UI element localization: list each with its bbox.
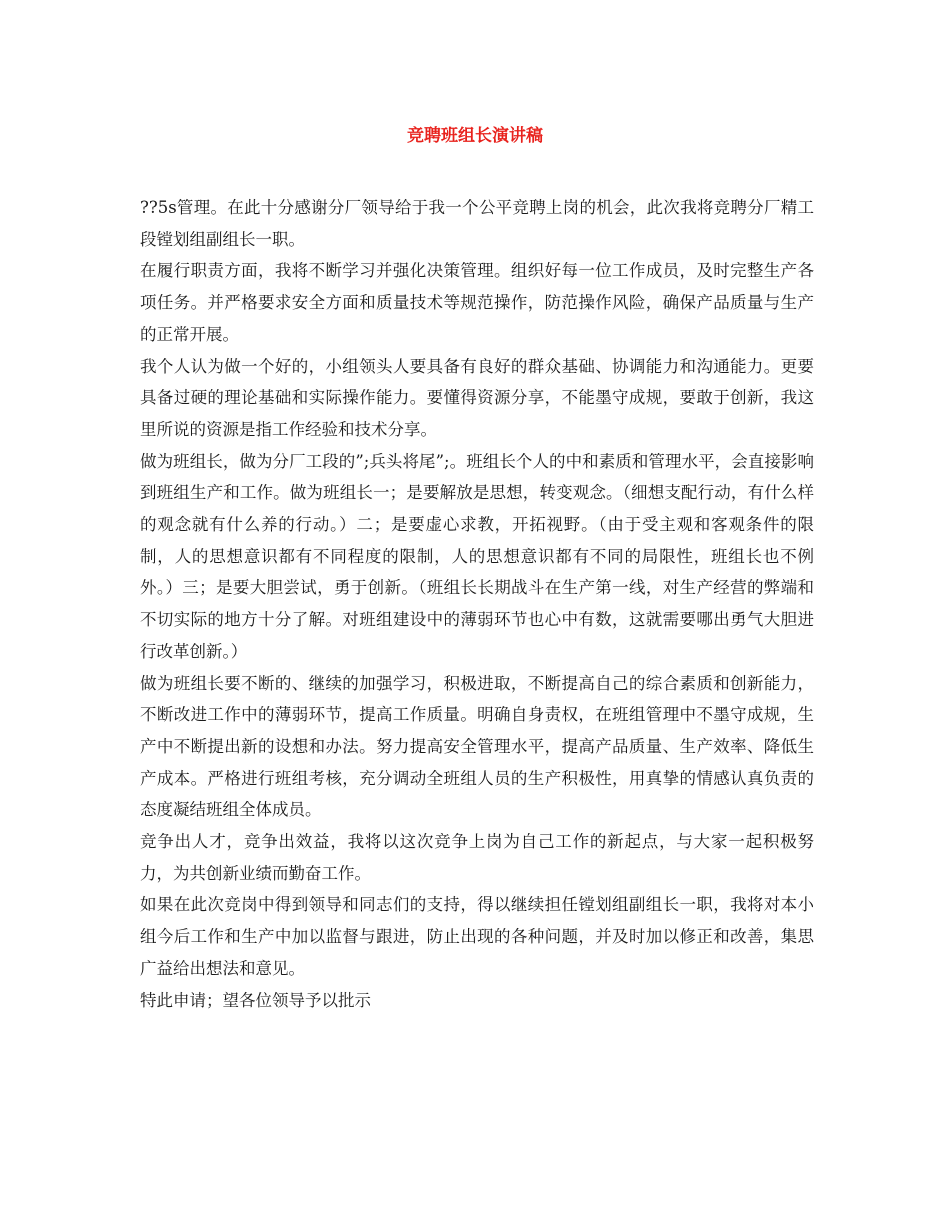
paragraph-4: 做为班组长，做为分厂工段的”;兵头将尾”;。班组长个人的中和素质和管理水平，会直接影响到班组生产和工作。做为班组长一；是要解放是思想，转变观念。（细想支配行动，有什么样的观念就有什么养的行动。）二；是要虚心求教，开拓视野。（由于受主观和客观条件的限制，人的思想意识都有不同程度的限制，人的思想意识都有不同的局限性，班组长也不例外。）三；是要大胆尝试，勇于创新。（班组长长期战斗在生产第一线，对生产经营的弊端和不切实际的地方十分了解。对班组建设中的薄弱环节也心中有数，这就需要哪出勇气大胆进行改革创新。） — [140, 451, 814, 661]
document-title: 竞聘班组长演讲稿 — [407, 126, 543, 146]
paragraph-7: 如果在此次竞岗中得到领导和同志们的支持，得以继续担任镗划组副组长一职，我将对本小组今后工作和生产中加以监督与跟进，防止出现的各种问题，并及时加以修正和改善，集思广益给出想法和意见。 — [140, 895, 814, 978]
document-body — [140, 192, 814, 1016]
paragraph-1: ??5s管理。在此十分感谢分厂领导给于我一个公平竞聘上岗的机会，此次我将竞聘分厂精工段镗划组副组长一职。 — [140, 198, 814, 249]
paragraph-6: 竞争出人才，竞争出效益，我将以这次竞争上岗为自己工作的新起点，与大家一起积极努力，为共创新业绩而勤奋工作。 — [140, 832, 814, 883]
paragraph-8: 特此申请；望各位领导予以批示 — [140, 990, 371, 1010]
paragraph-5: 做为班组长要不断的、继续的加强学习，积极进取，不断提高自己的综合素质和创新能力，不断改进工作中的薄弱环节，提高工作质量。明确自身责权，在班组管理中不墨守成规，生产中不断提出新的设想和办法。努力提高安全管理水平，提高产品质量、生产效率、降低生产成本。严格进行班组考核，充分调动全班组人员的生产积极性，用真挚的情感认真负责的态度凝结班组全体成员。 — [140, 673, 814, 820]
paragraph-3: 我个人认为做一个好的，小组领头人要具备有良好的群众基础、协调能力和沟通能力。更要具备过硬的理论基础和实际操作能力。要懂得资源分享，不能墨守成规，要敢于创新，我这里所说的资源是指工作经验和技术分享。 — [140, 356, 814, 439]
paragraph-2: 在履行职责方面，我将不断学习并强化决策管理。组织好每一位工作成员，及时完整生产各项任务。并严格要求安全方面和质量技术等规范操作，防范操作风险，确保产品质量与生产的正常开展。 — [140, 261, 814, 344]
